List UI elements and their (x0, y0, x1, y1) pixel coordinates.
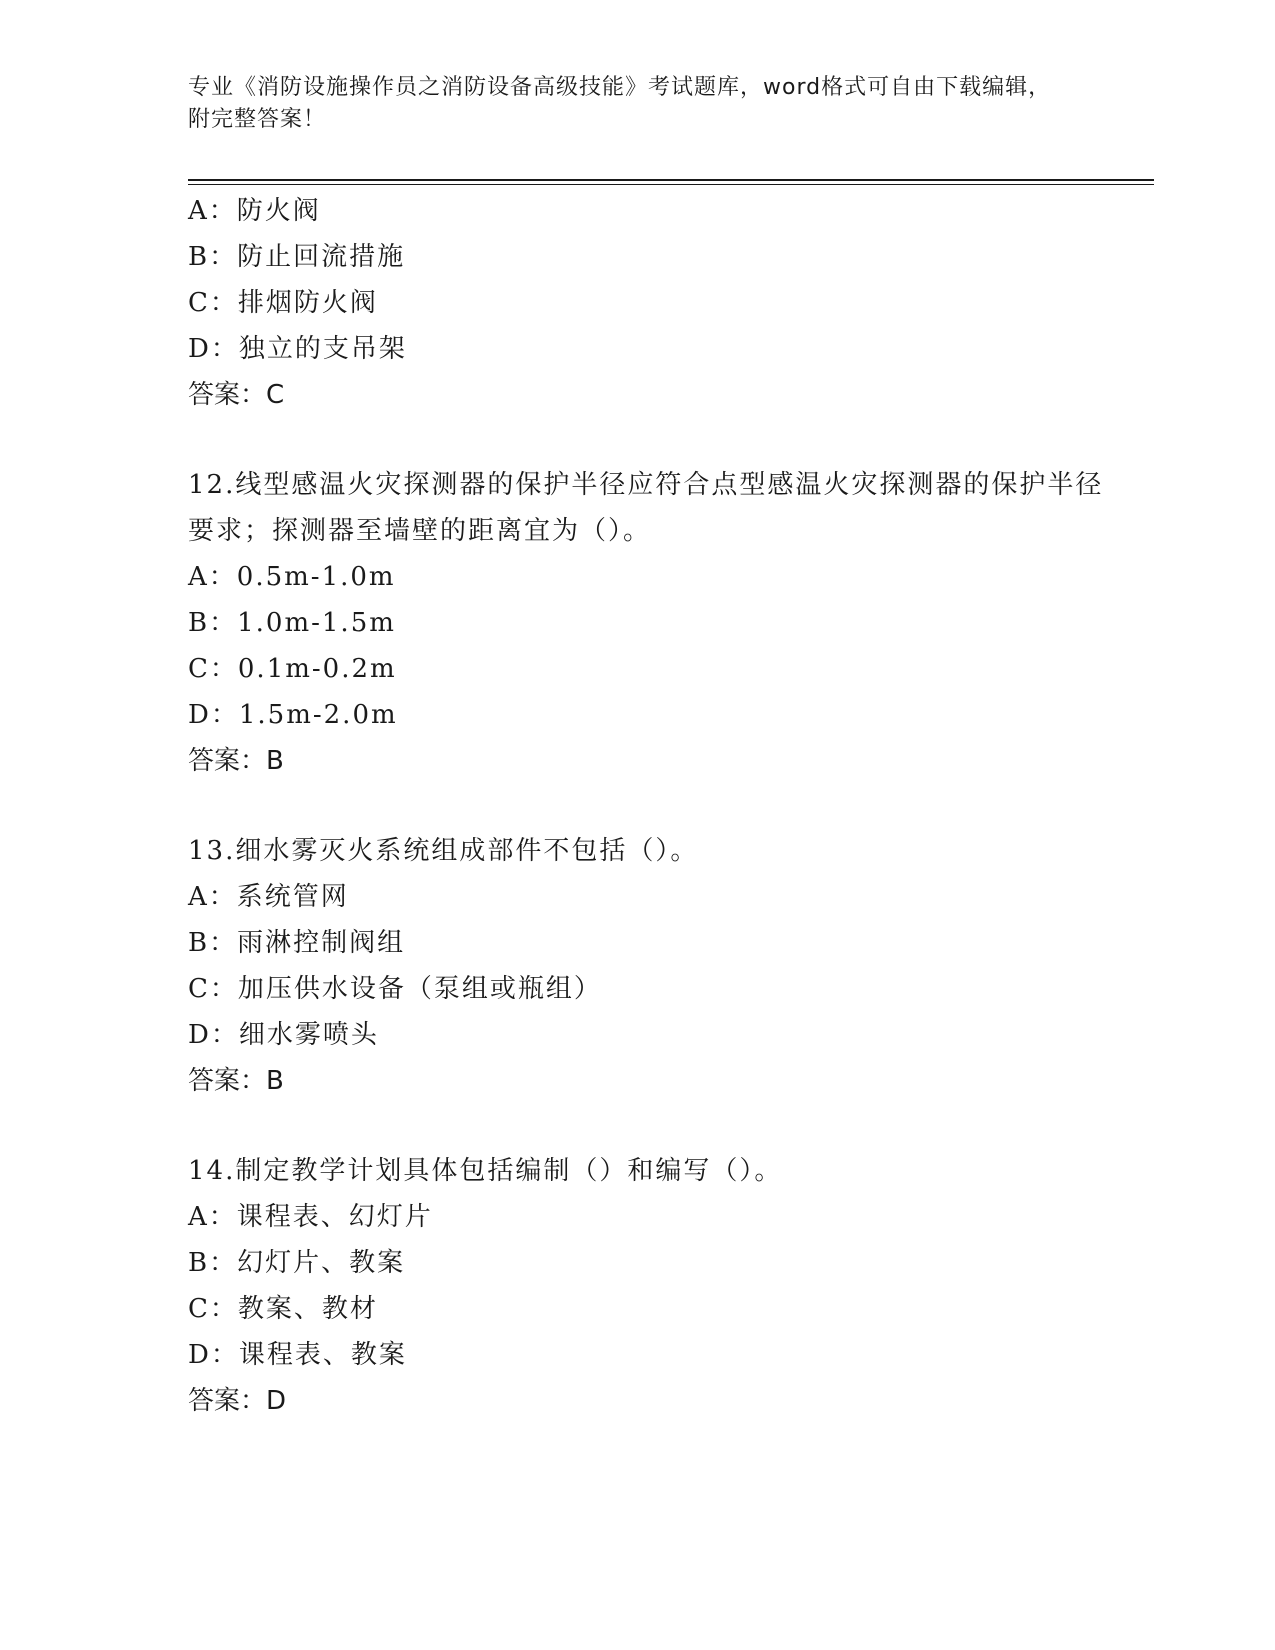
option-b: B：防止回流措施 (188, 242, 406, 272)
header-rule-thick (188, 179, 1154, 181)
answer: 答案：D (188, 1386, 287, 1416)
question-stem: 14.制定教学计划具体包括编制（）和编写（）。 (188, 1156, 783, 1186)
question-stem: 13.细水雾灭火系统组成部件不包括（）。 (188, 836, 699, 866)
option-c: C：排烟防火阀 (188, 288, 378, 318)
option-c: C：教案、教材 (188, 1294, 378, 1324)
option-a: A：防火阀 (188, 196, 321, 226)
question-stem: 12.线型感温火灾探测器的保护半径应符合点型感温火灾探测器的保护半径要求；探测器至墙壁的距离宜为（）。 (188, 470, 1104, 546)
option-b: B：1.0m-1.5m (188, 608, 396, 638)
option-d: D：课程表、教案 (188, 1340, 407, 1370)
question-12 (188, 462, 1118, 784)
option-a: A：0.5m-1.0m (188, 562, 396, 592)
option-b: B：雨淋控制阀组 (188, 928, 406, 958)
question-list (188, 188, 1118, 1424)
option-c: C：0.1m-0.2m (188, 654, 397, 684)
question-14 (188, 1148, 1118, 1424)
option-d: D：1.5m-2.0m (188, 700, 398, 730)
document-header: 专业《消防设施操作员之消防设备高级技能》考试题库，word格式可自由下载编辑，附完整答案！ (188, 75, 1052, 132)
question-13 (188, 828, 1118, 1104)
option-b: B：幻灯片、教案 (188, 1248, 406, 1278)
option-c: C：加压供水设备（泵组或瓶组） (188, 974, 602, 1004)
answer: 答案：B (188, 746, 284, 776)
option-a: A：课程表、幻灯片 (188, 1202, 433, 1232)
answer: 答案：B (188, 1066, 284, 1096)
option-a: A：系统管网 (188, 882, 349, 912)
question-11 (188, 188, 1118, 418)
header-rule-thin (188, 184, 1154, 185)
answer: 答案：C (188, 380, 285, 410)
option-d: D：独立的支吊架 (188, 334, 407, 364)
option-d: D：细水雾喷头 (188, 1020, 379, 1050)
